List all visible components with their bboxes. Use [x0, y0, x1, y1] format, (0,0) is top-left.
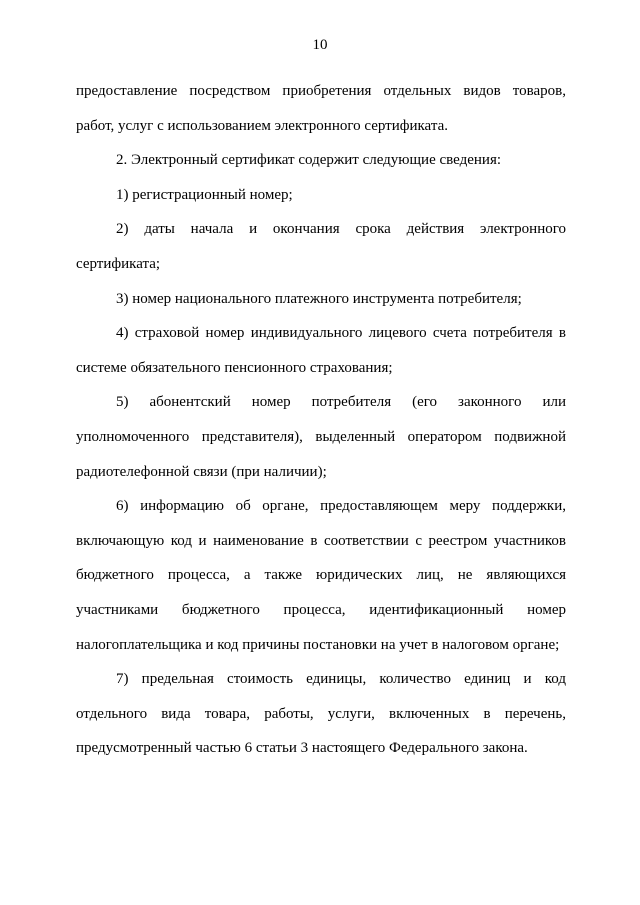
paragraph-item-2: 2. Электронный сертификат содержит следующие сведения: — [116, 152, 502, 169]
list-item-7-unit-cost: 7) предельная стоимость единицы, количество единиц и код отдельного вида товара, работы, услуги, включенных в перечень, предусмотренный частью 6 статьи 3 настоящего Федерального закона. — [76, 671, 566, 757]
list-item-3-payment-instrument: 3) номер национального платежного инструмента потребителя; — [116, 290, 522, 307]
paragraph-continuation: предоставление посредством приобретения отдельных видов товаров, работ, услуг с использованием электронного сертификата. — [76, 83, 566, 134]
list-item-6-authority-info: 6) информацию об органе, предоставляющем меру поддержки, включающую код и наименование в соответствии с реестром участников бюджетного процесса, а также юридических лиц, не являющихся участниками бюджетного процесса, идентификационный номер налогоплательщика и код причины постановки на учет в налоговом органе; — [76, 498, 566, 653]
list-item-5-subscriber-number: 5) абонентский номер потребителя (его законного или уполномоченного представителя), выделенный оператором подвижной радиотелефонной связи (при наличии); — [76, 394, 566, 480]
list-item-4-insurance-number: 4) страховой номер индивидуального лицевого счета потребителя в системе обязательного пенсионного страхования; — [76, 325, 566, 376]
list-item-1-registration-number: 1) регистрационный номер; — [116, 186, 293, 203]
document-body — [76, 74, 566, 766]
page-number: 10 — [312, 37, 328, 53]
list-item-2-validity-dates: 2) даты начала и окончания срока действия электронного сертификата; — [76, 221, 566, 272]
